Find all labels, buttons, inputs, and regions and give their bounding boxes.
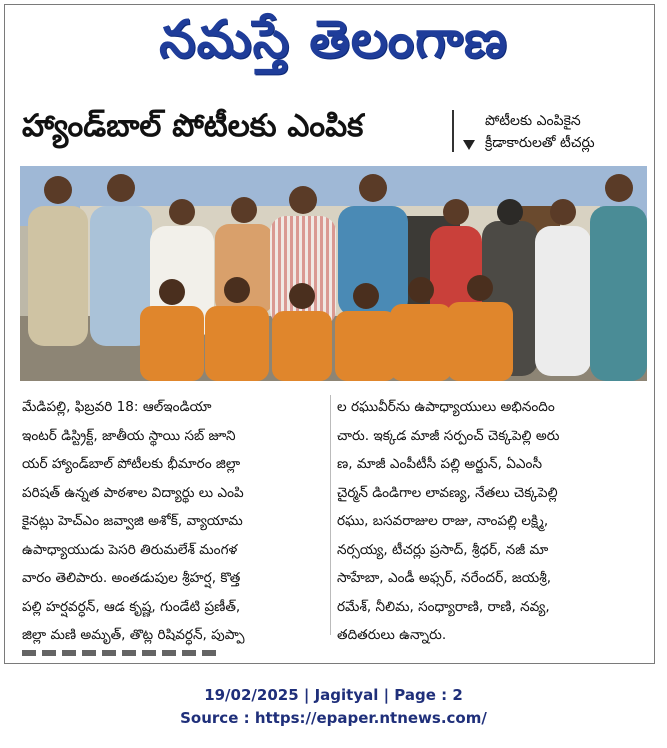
text-line: ఇంటర్ డిస్ట్రిక్ట్, జాతీయ స్థాయి సబ్ జూని (22, 427, 236, 444)
text-line: చైర్మన్ డిండిగాల లావణ్య, నేతలు చెక్కపెల్లి (337, 484, 558, 501)
arrow-down-icon (463, 140, 475, 150)
text-line: ల రఘువీర్‌ను ఉపాధ్యాయులు అభినందిం (337, 399, 555, 415)
caption-line-2: క్రీడాకారులతో టీచర్లు (485, 135, 595, 151)
text-line: సాహేబా, ఎండీ అఫ్సర్, నరేందర్, జయశ్రీ, (337, 570, 552, 586)
article-column-1 (22, 393, 322, 650)
text-line: కైనట్లు హెచ్‌ఎం జవ్వాజి అశోక్, వ్యాయామ (22, 513, 243, 529)
text-line: యర్ హ్యాండ్‌బాల్ పోటీలకు భీమారం జిల్లా (22, 456, 241, 472)
text-line: వారం తెలిపారు. అంతడుపుల శ్రీహర్ష, కొత్త (22, 570, 241, 586)
text-line: జిల్లా మణి అమృత్, తొట్ల రిషివర్ధన్, పుప్పా (22, 627, 245, 643)
text-line: పల్లి హర్షవర్ధన్, ఆడ కృష్ణ, గుండేటి ప్రణీత్, (22, 598, 241, 615)
text-line: రఘు, బసవరాజుల రాజు, నాంపల్లి లక్ష్మి, (337, 513, 549, 529)
group-photo (20, 166, 647, 381)
column-divider (330, 395, 331, 635)
text-line: నర్సయ్య, టీచర్లు ప్రసాద్, శ్రీధర్, నజీ మా (337, 541, 549, 558)
text-line: మేడిపల్లి, ఫిబ్రవరి 18: ఆల్‌ఇండియా (22, 399, 212, 415)
source-link[interactable]: Source : https://epaper.ntnews.com/ (180, 709, 487, 727)
subhead-divider (452, 110, 454, 152)
caption-line-1: పోటీలకు ఎంపికైన (485, 113, 581, 129)
article-headline: హ్యాండ్‌బాల్ పోటీలకు ఎంపిక (22, 108, 364, 144)
article-column-2 (337, 393, 637, 650)
publication-info: 19/02/2025 | Jagityal | Page : 2 (204, 686, 463, 704)
text-line: ణ, మాజీ ఎంపీటీసీ పల్లి అర్జున్, ఏఎంసీ (337, 456, 542, 472)
clipped-next-article-edge (22, 650, 222, 656)
newspaper-masthead: నమస్తే తెలంగాణ (159, 10, 508, 70)
text-line: చారు. ఇక్కడ మాజీ సర్పంచ్ చెక్కపెల్లి అరు (337, 427, 560, 444)
text-line: పరిషత్ ఉన్నత పాఠశాల విద్యార్థు లు ఎంపి (22, 484, 244, 501)
text-line: రమేశ్, నీలిమ, సంధ్యారాణి, రాణి, నవ్య, (337, 598, 550, 615)
photo-caption (485, 110, 655, 154)
text-line: ఉపాధ్యాయుడు పెసరి తిరుమలేశ్ మంగళ (22, 541, 238, 558)
text-line: తదితరులు ఉన్నారు. (337, 627, 447, 643)
